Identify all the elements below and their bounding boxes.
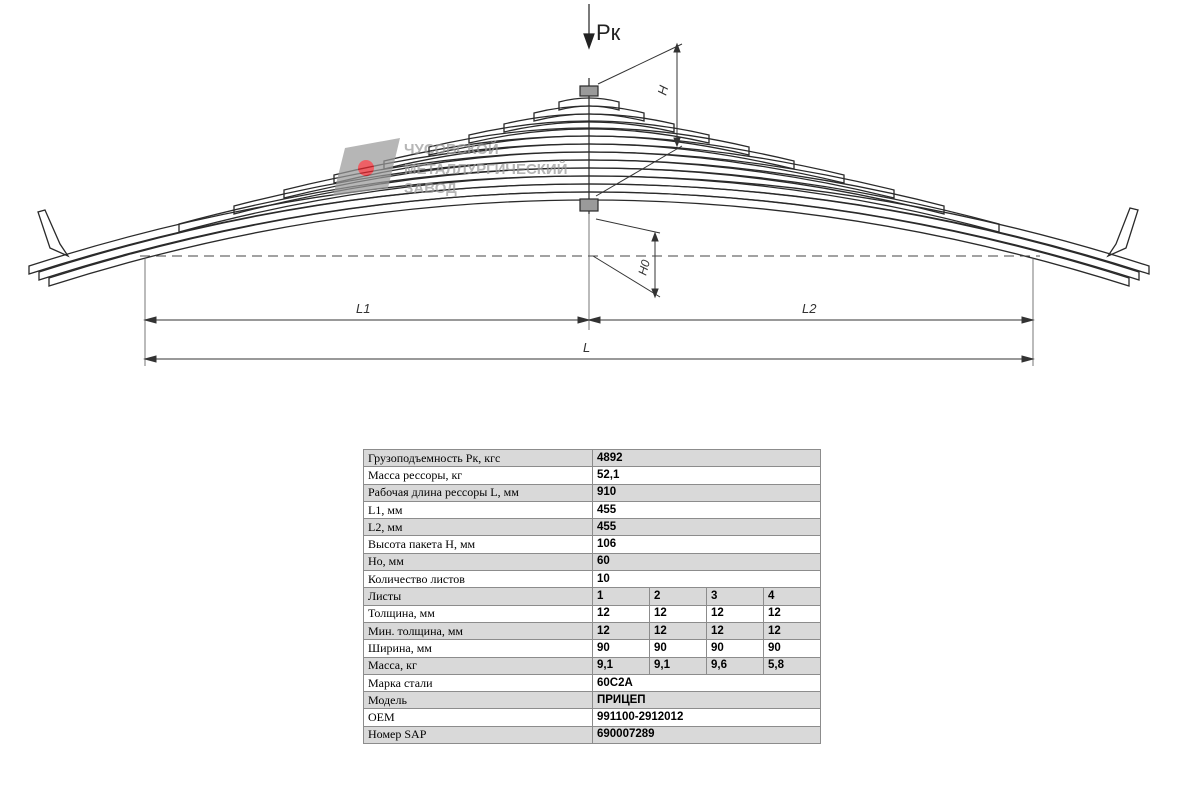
leaf-value: 5,8 bbox=[764, 657, 821, 674]
spec-label: Количество листов bbox=[364, 571, 593, 588]
spec-label: Высота пакета H, мм bbox=[364, 536, 593, 553]
force-arrow bbox=[584, 4, 594, 48]
spec-value: 690007289 bbox=[593, 726, 821, 743]
leaf-row bbox=[364, 640, 821, 657]
leaf-label: Толщина, мм bbox=[364, 605, 593, 622]
leaf-value: 90 bbox=[593, 640, 650, 657]
spec-row bbox=[364, 709, 821, 726]
leaf-value: 12 bbox=[650, 622, 707, 639]
force-label: Pк bbox=[596, 20, 621, 45]
watermark-red-dot bbox=[358, 160, 374, 176]
left-hook bbox=[38, 210, 68, 256]
leaf-label: Мин. толщина, мм bbox=[364, 622, 593, 639]
spec-table bbox=[363, 449, 821, 744]
l-dimension bbox=[145, 356, 1033, 362]
spec-value: 52,1 bbox=[593, 467, 821, 484]
spec-row bbox=[364, 467, 821, 484]
l-label: L bbox=[583, 340, 591, 355]
spec-row bbox=[364, 571, 821, 588]
watermark-line1: ЧУСОВСКОЙ bbox=[404, 141, 499, 158]
leaf-value: 12 bbox=[707, 605, 764, 622]
leaf-value: 90 bbox=[650, 640, 707, 657]
spec-label: OEM bbox=[364, 709, 593, 726]
leaf-value: 9,1 bbox=[650, 657, 707, 674]
spec-label: Ho, мм bbox=[364, 553, 593, 570]
leaf-value: 4 bbox=[764, 588, 821, 605]
leaf-value: 12 bbox=[593, 605, 650, 622]
watermark-line2: МЕТАЛЛУРГИЧЕСКИЙ bbox=[404, 161, 568, 178]
spec-label: Масса рессоры, кг bbox=[364, 467, 593, 484]
leaf-value: 12 bbox=[593, 622, 650, 639]
spec-row bbox=[364, 692, 821, 709]
leaf-value: 2 bbox=[650, 588, 707, 605]
leaf-label: Масса, кг bbox=[364, 657, 593, 674]
leaf-row bbox=[364, 622, 821, 639]
spec-label: L1, мм bbox=[364, 501, 593, 518]
spec-row bbox=[364, 674, 821, 691]
spec-label: L2, мм bbox=[364, 519, 593, 536]
leaf-value: 1 bbox=[593, 588, 650, 605]
spec-label: Модель bbox=[364, 692, 593, 709]
spec-value: 910 bbox=[593, 484, 821, 501]
leaf-label: Ширина, мм bbox=[364, 640, 593, 657]
l2-label: L2 bbox=[802, 301, 817, 316]
leaf-value: 9,6 bbox=[707, 657, 764, 674]
spec-value: 455 bbox=[593, 519, 821, 536]
spec-value: 60С2А bbox=[593, 674, 821, 691]
spec-value: 4892 bbox=[593, 450, 821, 467]
h0-label: H0 bbox=[635, 258, 653, 277]
spec-row bbox=[364, 519, 821, 536]
leaf-spring-drawing bbox=[0, 0, 1200, 380]
spec-label: Номер SAP bbox=[364, 726, 593, 743]
leaf-row bbox=[364, 588, 821, 605]
spec-row bbox=[364, 726, 821, 743]
spec-row bbox=[364, 501, 821, 518]
manufacturer-watermark bbox=[333, 138, 568, 197]
leaf-label: Листы bbox=[364, 588, 593, 605]
spec-label: Грузоподъемность Pк, кгс bbox=[364, 450, 593, 467]
watermark-line3: ЗАВОД bbox=[404, 180, 457, 197]
leaf-value: 9,1 bbox=[593, 657, 650, 674]
spec-row bbox=[364, 536, 821, 553]
spec-value: 60 bbox=[593, 553, 821, 570]
spec-value: 455 bbox=[593, 501, 821, 518]
l1-label: L1 bbox=[356, 301, 371, 316]
spec-value: ПРИЦЕП bbox=[593, 692, 821, 709]
spec-value: 10 bbox=[593, 571, 821, 588]
leaf-value: 3 bbox=[707, 588, 764, 605]
spec-label: Марка стали bbox=[364, 674, 593, 691]
spec-row bbox=[364, 450, 821, 467]
leaf-row bbox=[364, 657, 821, 674]
leaf-value: 12 bbox=[707, 622, 764, 639]
leaf-value: 90 bbox=[764, 640, 821, 657]
leaf-value: 90 bbox=[707, 640, 764, 657]
spec-row bbox=[364, 553, 821, 570]
leaf-value: 12 bbox=[764, 622, 821, 639]
spec-value: 991100-2912012 bbox=[593, 709, 821, 726]
leaf-value: 12 bbox=[650, 605, 707, 622]
spec-row bbox=[364, 484, 821, 501]
spec-label: Рабочая длина рессоры L, мм bbox=[364, 484, 593, 501]
height-label: H bbox=[654, 83, 672, 97]
h0-dimension bbox=[593, 219, 660, 297]
leaf-row bbox=[364, 605, 821, 622]
right-hook bbox=[1108, 208, 1138, 256]
leaf-value: 12 bbox=[764, 605, 821, 622]
spec-value: 106 bbox=[593, 536, 821, 553]
